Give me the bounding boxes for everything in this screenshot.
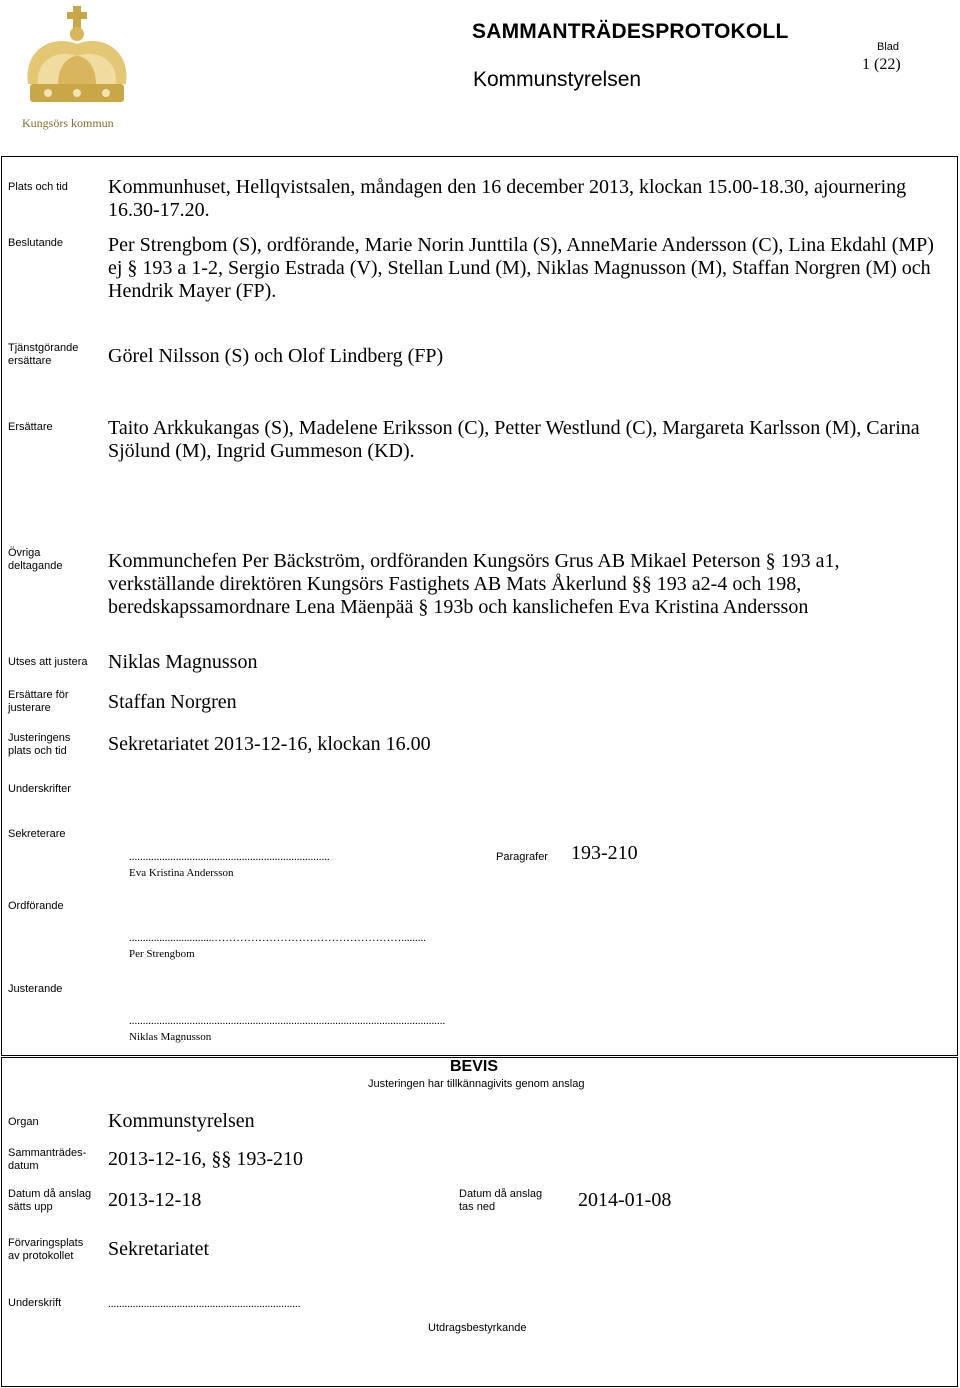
posted-value: 2013-12-18 bbox=[108, 1189, 202, 1211]
adjust-place-label bbox=[8, 732, 70, 758]
adjust-sub-label-line2: justerare bbox=[8, 702, 51, 714]
adjust-sub-value: Staffan Norgren bbox=[108, 691, 237, 713]
serving-label-line2: ersättare bbox=[8, 355, 52, 367]
signatures-title: Underskrifter bbox=[8, 783, 71, 795]
adjust-place-label-line2: plats och tid bbox=[8, 745, 67, 757]
organ-value: Kommunstyrelsen bbox=[108, 1110, 255, 1132]
storage-label-line1: Förvaringsplats bbox=[8, 1237, 84, 1249]
adjuster-label: Justerande bbox=[8, 983, 63, 995]
meeting-date-label-line1: Sammanträdes- bbox=[8, 1147, 87, 1159]
substitutes-label: Ersättare bbox=[8, 421, 53, 433]
posted-label-line2: sätts upp bbox=[8, 1201, 53, 1213]
meeting-date-label bbox=[8, 1147, 86, 1173]
adjust-label: Utses att justera bbox=[8, 656, 88, 668]
others-label-line1: Övriga bbox=[8, 547, 41, 559]
substitutes-value: Taito Arkkukangas (S), Madelene Eriksson (C), Petter Westlund (C), Margareta Karlsson (M), Carina Sjölund (M), Ingrid Gummeson (KD). bbox=[108, 417, 920, 462]
serving-label-line1: Tjänstgörande bbox=[8, 342, 79, 354]
adjust-sub-label bbox=[8, 689, 69, 715]
meeting-date-value: 2013-12-16, §§ 193-210 bbox=[108, 1148, 303, 1170]
signature-caption: Utdragsbestyrkande bbox=[428, 1322, 527, 1334]
storage-label bbox=[8, 1237, 83, 1263]
adjust-place-label-line1: Justeringens bbox=[8, 732, 71, 744]
removed-value: 2014-01-08 bbox=[578, 1189, 672, 1211]
signature-label: Underskrift bbox=[8, 1297, 62, 1309]
place-value: Kommunhuset, Hellqvistsalen, måndagen den 16 december 2013, klockan 15.00-18.30, ajournering 16.30-17.20. bbox=[108, 176, 907, 221]
posted-label bbox=[8, 1188, 91, 1214]
secretary-label: Sekreterare bbox=[8, 828, 66, 840]
serving-label bbox=[8, 342, 78, 368]
logo-text: Kungsörs kommun bbox=[22, 116, 114, 130]
adjuster-name: Niklas Magnusson bbox=[129, 1031, 212, 1043]
signature-dots: ...................................................................... bbox=[108, 1298, 301, 1310]
adjust-place-value: Sekretariatet 2013-12-16, klockan 16.00 bbox=[108, 733, 431, 755]
chair-dots: ...............................……………………………………………......... bbox=[129, 932, 426, 944]
removed-label bbox=[459, 1188, 542, 1214]
organ-label: Organ bbox=[8, 1116, 39, 1128]
removed-label-line2: tas ned bbox=[459, 1201, 496, 1213]
chair-label: Ordförande bbox=[8, 900, 64, 912]
crown-icon bbox=[18, 4, 138, 114]
storage-label-line2: av protokollet bbox=[8, 1250, 74, 1262]
paragraphs-label: Paragrafer bbox=[496, 851, 548, 863]
adjust-value: Niklas Magnusson bbox=[108, 651, 258, 673]
decision-label: Beslutande bbox=[8, 237, 64, 249]
others-label bbox=[8, 547, 62, 573]
removed-label-line1: Datum då anslag bbox=[459, 1188, 543, 1200]
decision-value: Per Strengbom (S), ordförande, Marie Norin Junttila (S), AnneMarie Andersson (C), Lina Ekdahl (MP) ej § 193 a 1-2, Sergio Estrada (V), Stellan Lund (M), Niklas Magnusson (M), Staffan Norgren (M) och Hendrik Mayer (FP). bbox=[108, 234, 934, 302]
bevis-title: BEVIS bbox=[450, 1058, 499, 1075]
others-label-line2: deltagande bbox=[8, 560, 63, 572]
secretary-name: Eva Kristina Andersson bbox=[129, 867, 234, 879]
posted-label-line1: Datum då anslag bbox=[8, 1188, 92, 1200]
place-label: Plats och tid bbox=[8, 181, 68, 193]
document-title: SAMMANTRÄDESPROTOKOLL bbox=[472, 20, 789, 43]
serving-value: Görel Nilsson (S) och Olof Lindberg (FP) bbox=[108, 345, 444, 367]
chair-name: Per Strengbom bbox=[129, 948, 195, 960]
others-value: Kommunchefen Per Bäckström, ordföranden Kungsörs Grus AB Mikael Peterson § 193 a1, verkställande direktören Kungsörs Fastighets AB Mats Åkerlund §§ 193 a2-4 och 198, beredskapssamordnare Lena Mäenpää § 193b och kanslichefen Eva Kristina Andersson bbox=[108, 550, 840, 618]
paragraphs-value: 193-210 bbox=[571, 842, 638, 864]
bevis-box bbox=[1, 1057, 958, 1387]
page-number: 1 (22) bbox=[862, 56, 901, 73]
document-subtitle: Kommunstyrelsen bbox=[473, 68, 642, 91]
adjuster-dots: ................................................................................................................... bbox=[129, 1015, 446, 1027]
storage-value: Sekretariatet bbox=[108, 1238, 210, 1260]
blad-label: Blad bbox=[877, 41, 900, 53]
bevis-subtitle: Justeringen har tillkännagivits genom anslag bbox=[368, 1078, 585, 1090]
meeting-date-label-line2: datum bbox=[8, 1160, 39, 1172]
municipality-logo bbox=[18, 4, 138, 132]
adjust-sub-label-line1: Ersättare för bbox=[8, 689, 69, 701]
secretary-dots: ......................................................................... bbox=[129, 851, 330, 863]
